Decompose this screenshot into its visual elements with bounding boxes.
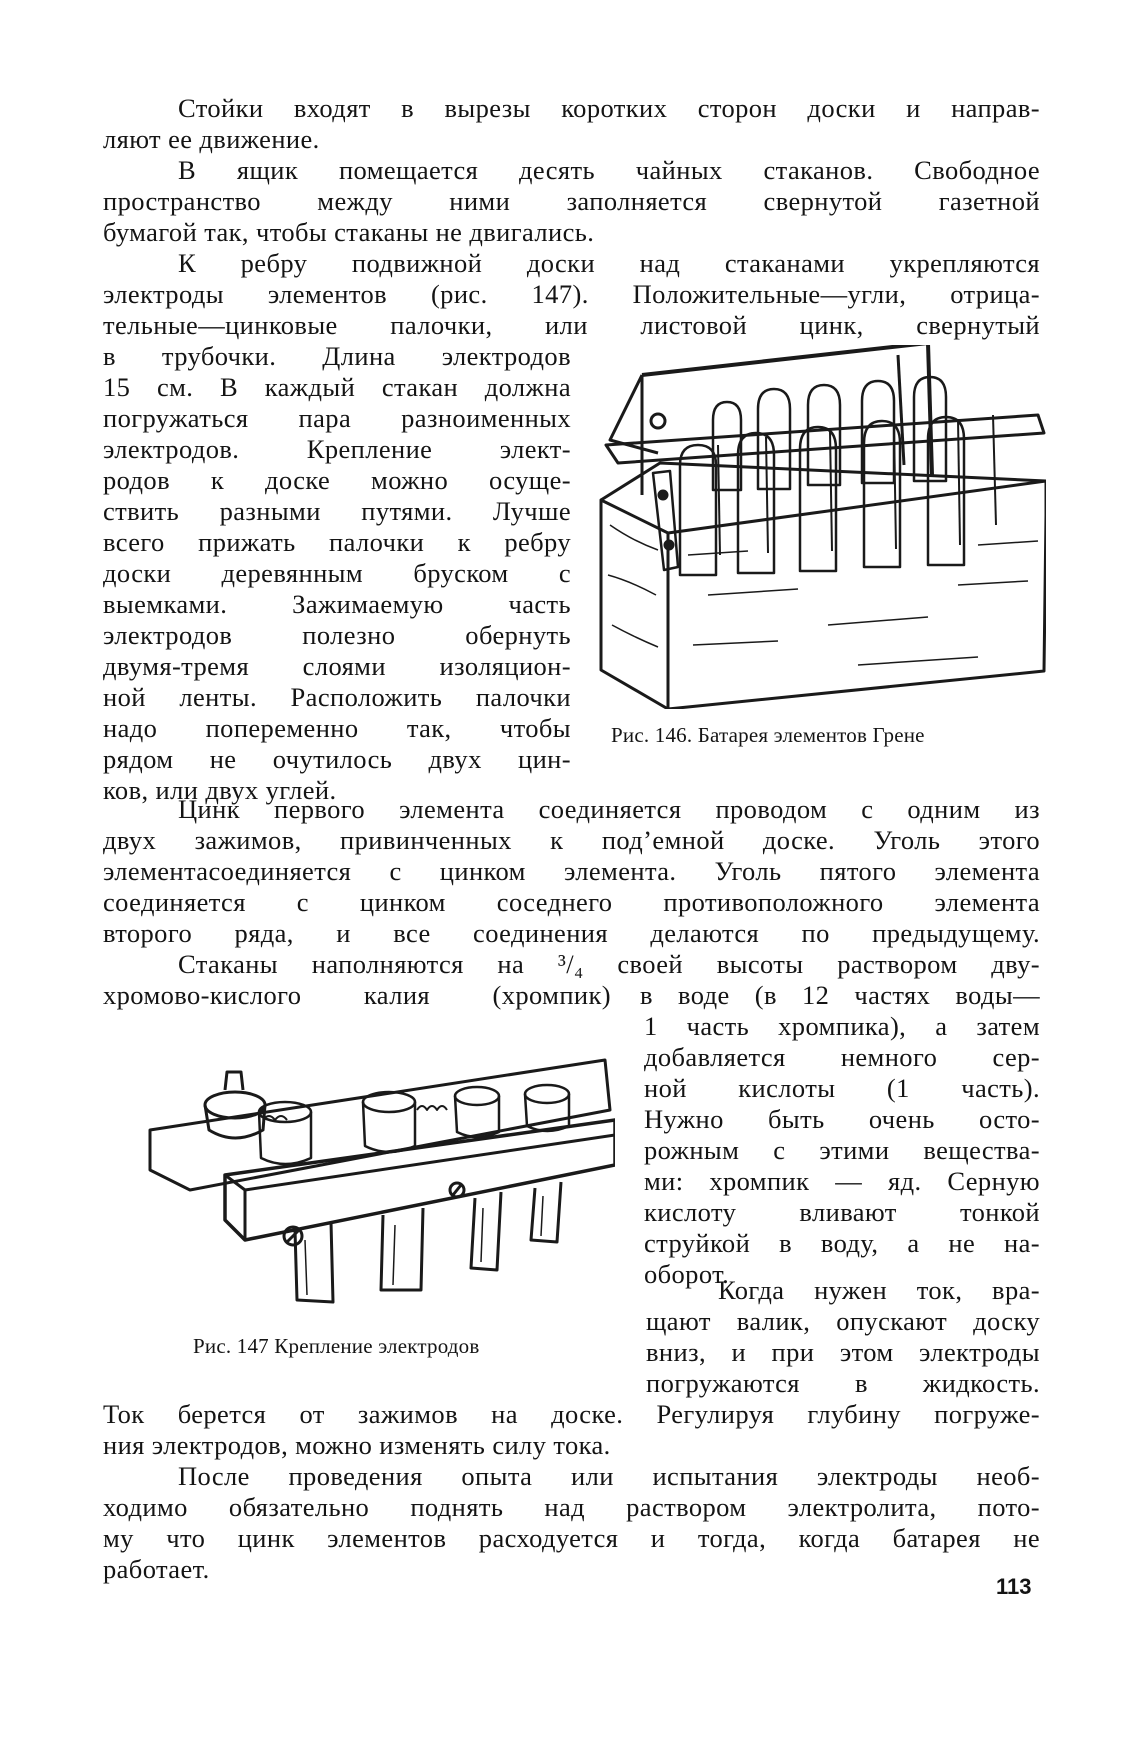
text-line: рожным с этими вещества- (644, 1135, 1040, 1165)
text-line: Когда нужен ток, вра- (718, 1275, 1040, 1305)
text-line: ходимо обязательно поднять над раствором электролита, пото- (103, 1492, 1040, 1522)
text-line: соединяется с цинком соседнего противоположного элемента (103, 887, 1040, 917)
text-line: ствить разными путями. Лучше (103, 496, 571, 526)
text-line: пространство между ними заполняется свернутой газетной (103, 186, 1040, 216)
text-line: В ящик помещается десять чайных стаканов. Свободное (178, 155, 1040, 185)
text-line: двумя-тремя слоями изоляцион- (103, 651, 571, 681)
text-line: вниз, и при этом электроды (646, 1337, 1040, 1367)
text-line: рядом не очутилось двух цин- (103, 744, 571, 774)
text-line: всего прижать палочки к ребру (103, 527, 571, 557)
text-line: ной ленты. Расположить палочки (103, 682, 571, 712)
text-line: надо попеременно так, чтобы (103, 713, 571, 743)
text-line: двух зажимов, привинченных к под’емной доске. Уголь этого (103, 825, 1040, 855)
text-line: струйкой в воду, а не на- (644, 1228, 1040, 1258)
text-line: тельные—цинковые палочки, или листовой цинк, свернутый (103, 310, 1040, 340)
text-line: ляют ее движение. (103, 124, 320, 154)
text-line: бумагой так, чтобы стаканы не двигались. (103, 217, 595, 247)
text-line: ков, или двух углей. (103, 775, 337, 805)
text-line: электродов полезно обернуть (103, 620, 571, 650)
text-line: выемками. Зажимаемую часть (103, 589, 571, 619)
text-line: электроды элементов (рис. 147). Положительные—угли, отрица- (103, 279, 1040, 309)
text-line: 1 часть хромпика), а затем (644, 1011, 1040, 1041)
page-number: 113 (996, 1574, 1032, 1599)
figure-146-battery (598, 345, 1046, 709)
text-line: Цинк первого элемента соединяется проводом с одним из (178, 794, 1040, 824)
text-line: щают валик, опускают доску (646, 1306, 1040, 1336)
text-line: погружаться пара разноименных (103, 403, 571, 433)
electrodes-illustration (145, 1050, 615, 1310)
text-line: второго ряда, и все соединения делаются по предыдущему. (103, 918, 1040, 948)
text-line: хромово-кислого калия (хромпик) (103, 980, 611, 1010)
text-line: 15 см. В каждый стакан должна (103, 372, 571, 402)
text-line: После проведения опыта или испытания электроды необ- (178, 1461, 1040, 1491)
text-line: К ребру подвижной доски над стаканами укрепляются (178, 248, 1040, 278)
figure-147-electrodes (145, 1050, 615, 1310)
text-line: элементасоединяется с цинком элемента. Уголь пятого элемента (103, 856, 1040, 886)
text-line: кислоту вливают тонкой (644, 1197, 1040, 1227)
text-line: в трубочки. Длина электродов (103, 341, 571, 371)
text-line: Стойки входят в вырезы коротких сторон доски и направ- (178, 93, 1040, 123)
text-line: погружаются в жидкость. (646, 1368, 1040, 1398)
text-line: родов к доске можно осуще- (103, 465, 571, 495)
text-line: Нужно быть очень осто- (644, 1104, 1040, 1134)
text-line: ной кислоты (1 часть). (644, 1073, 1040, 1103)
figure-147-caption: Рис. 147 Крепление электродов (193, 1334, 480, 1358)
text-line: электродов. Крепление элект- (103, 434, 571, 464)
battery-illustration (598, 345, 1046, 709)
text-line: оборот. (644, 1259, 730, 1289)
text-line: в воде (в 12 частях воды— (640, 980, 1040, 1010)
text-line: му что цинк элементов расходуется и тогда, когда батарея не (103, 1523, 1040, 1553)
text-line: работает. (103, 1554, 210, 1584)
text-line: Ток берется от зажимов на доске. Регулируя глубину погруже- (103, 1399, 1040, 1429)
text-line: Стаканы наполняются на ³/₄ своей высоты раствором дву- (178, 949, 1040, 979)
text-line: ми: хромпик — яд. Серную (644, 1166, 1040, 1196)
text-line: доски деревянным бруском с (103, 558, 571, 588)
text-line: добавляется немного сер- (644, 1042, 1040, 1072)
text-line: ния электродов, можно изменять силу тока. (103, 1430, 611, 1460)
figure-146-caption: Рис. 146. Батарея элементов Грене (611, 723, 925, 747)
